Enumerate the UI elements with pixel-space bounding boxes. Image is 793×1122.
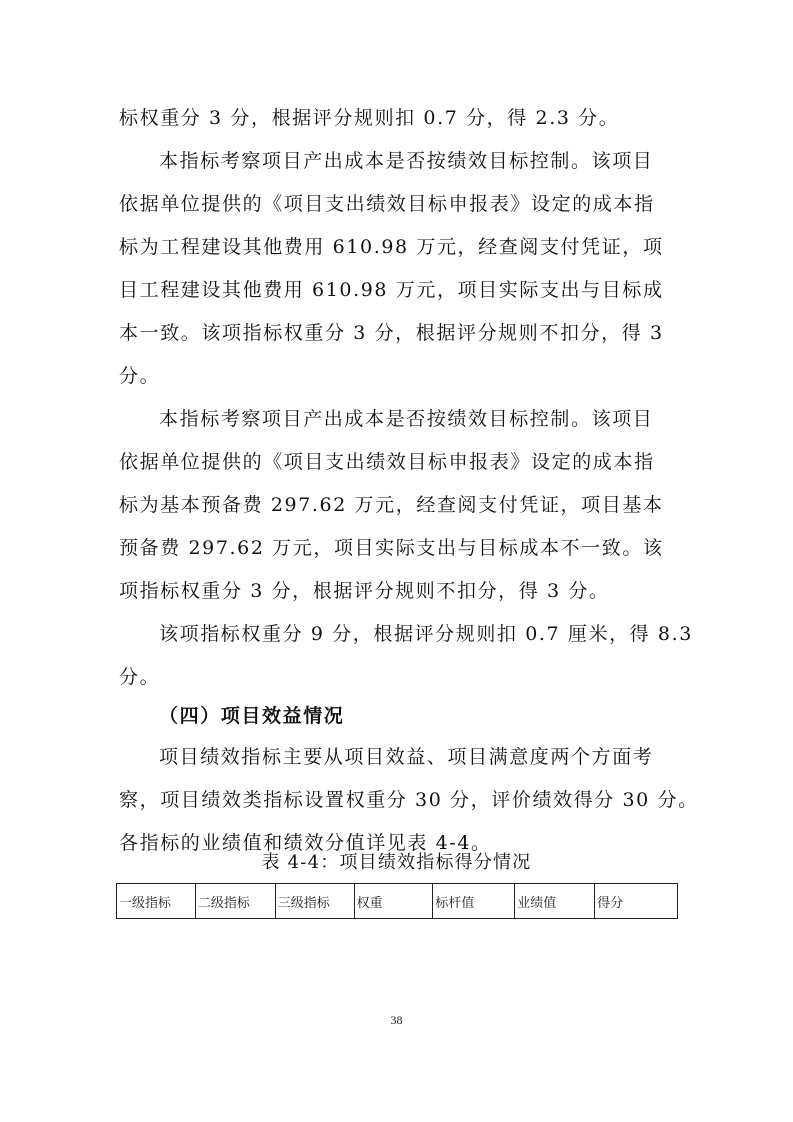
body-line: 本一致。该项指标权重分 3 分，根据评分规则不扣分，得 3 (119, 322, 664, 344)
body-line: 标权重分 3 分，根据评分规则扣 0.7 分，得 2.3 分。 (119, 107, 620, 129)
body-line: 分。 (119, 666, 161, 688)
body-line: 标为工程建设其他费用 610.98 万元，经查阅支付凭证，项 (119, 236, 664, 258)
body-line: 标为基本预备费 297.62 万元，经查阅支付凭证，项目基本 (119, 494, 664, 516)
body-line: 依据单位提供的《项目支出绩效目标申报表》设定的成本指 (119, 193, 655, 215)
column-header: 得分 (595, 884, 678, 919)
body-line: 预备费 297.62 万元，项目实际支出与目标成本不一致。该 (119, 537, 664, 559)
column-header: 一级指标 (117, 884, 196, 919)
score-table (116, 883, 678, 919)
column-header: 二级指标 (195, 884, 275, 919)
paragraph-line: 本指标考察项目产出成本是否按绩效目标控制。该项目 (159, 150, 654, 172)
section-heading: （四）项目效益情况 (159, 705, 345, 727)
column-header: 标杆值 (433, 884, 515, 919)
body-line: 项指标权重分 3 分，根据评分规则不扣分，得 3 分。 (119, 580, 610, 602)
paragraph-line: 项目绩效指标主要从项目效益、项目满意度两个方面考 (159, 746, 654, 768)
table-header-row (117, 884, 678, 919)
body-line: 察，项目绩效类指标设置权重分 30 分，评价绩效得分 30 分。 (119, 789, 699, 811)
paragraph-line: 该项指标权重分 9 分，根据评分规则扣 0.7 厘米，得 8.3 (159, 623, 693, 645)
column-header: 权重 (354, 884, 433, 919)
paragraph-line: 本指标考察项目产出成本是否按绩效目标控制。该项目 (159, 408, 654, 430)
column-header: 三级指标 (275, 884, 354, 919)
column-header: 业绩值 (515, 884, 595, 919)
page-number: 38 (390, 1013, 403, 1027)
body-line: 目工程建设其他费用 610.98 万元，项目实际支出与目标成 (119, 279, 664, 301)
body-line: 各指标的业绩值和绩效分值详见表 4-4。 (119, 832, 492, 854)
body-line: 依据单位提供的《项目支出绩效目标申报表》设定的成本指 (119, 451, 655, 473)
body-line: 分。 (119, 365, 161, 387)
table-caption: 表 4-4：项目绩效指标得分情况 (261, 852, 532, 873)
